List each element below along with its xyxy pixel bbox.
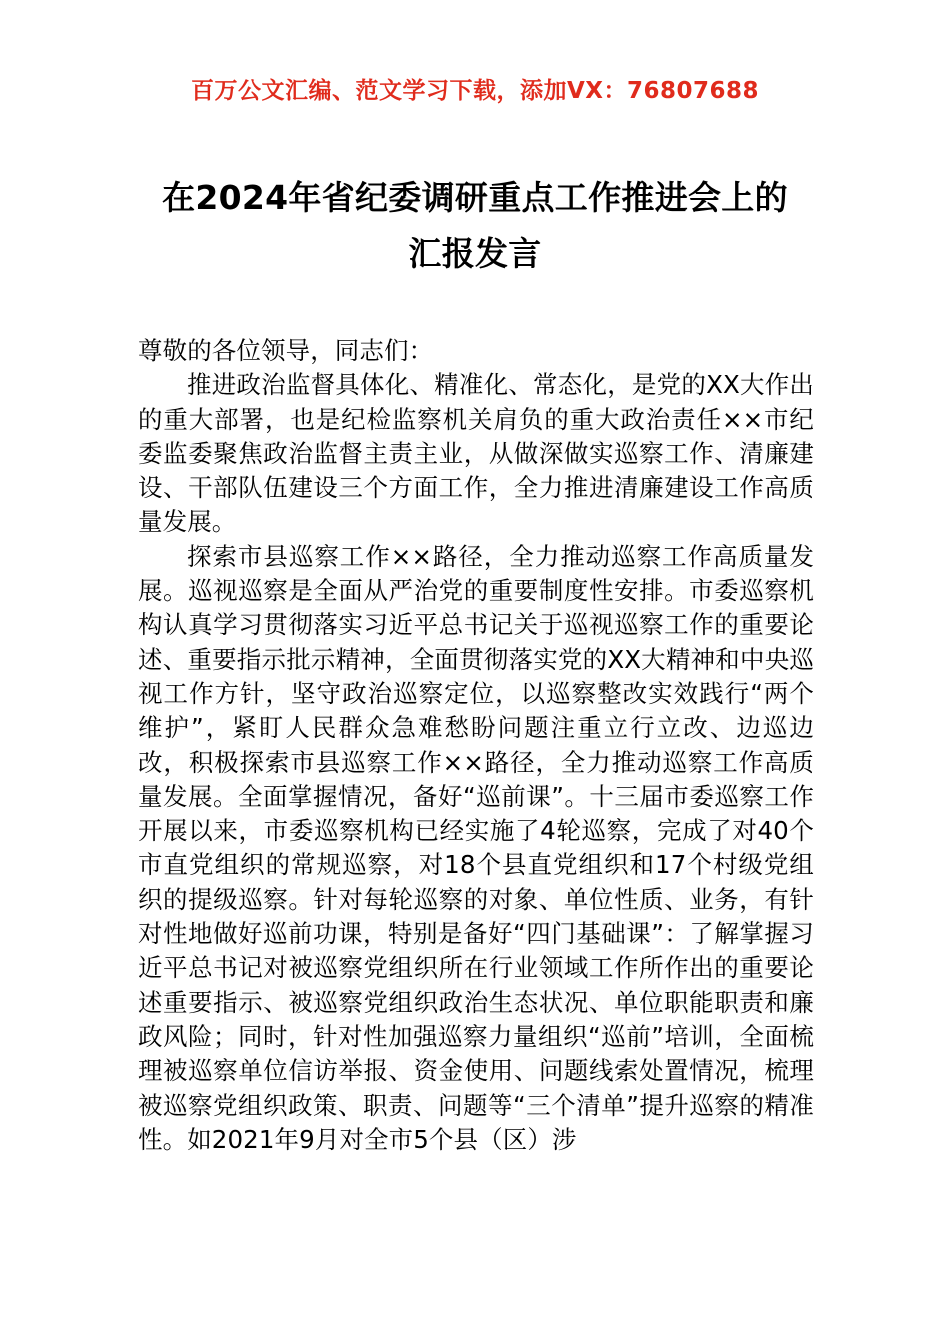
body-paragraph: 推进政治监督具体化、精准化、常态化，是党的XX大作出的重大部署，也是纪检监察机关肩负的重大政治责任××市纪委监委聚焦政治监督主责主业，从做深做实巡察工作、清廉建设、干部队伍建设三个方面工作，全力推进清廉建设工作高质量发展。 [138,370,814,537]
watermark-banner: 百万公文汇编、范文学习下载，添加VX：76807688 [190,78,760,104]
page-title-line-1: 在2024年省纪委调研重点工作推进会上的 [162,178,788,217]
salutation: 尊敬的各位领导，同志们： [138,336,434,365]
page-title-line-2: 汇报发言 [408,234,542,273]
page-title [138,170,812,282]
document-body [138,334,814,1157]
body-paragraph: 探索市县巡察工作××路径，全力推动巡察工作高质量发展。巡视巡察是全面从严治党的重要制度性安排。市委巡察机构认真学习贯彻落实习近平总书记关于巡视巡察工作的重要论述、重要指示批示精神，全面贯彻落实党的XX大精神和中央巡视工作方针，坚守政治巡察定位，以巡察整改实效践行“两个维护”，紧盯人民群众急难愁盼问题注重立行立改、边巡边改，积极探索市县巡察工作××路径，全力推动巡察工作高质量发展。全面掌握情况，备好“巡前课”。十三届市委巡察工作开展以来，市委巡察机构已经实施了4轮巡察，完成了对40个市直党组织的常规巡察，对18个县直党组织和17个村级党组织的提级巡察。针对每轮巡察的对象、单位性质、业务，有针对性地做好巡前功课，特别是备好“四门基础课”：了解掌握习近平总书记对被巡察党组织所在行业领域工作所作出的重要论述重要指示、被巡察党组织政治生态状况、单位职能职责和廉政风险；同时，针对性加强巡察力量组织“巡前”培训，全面梳理被巡察单位信访举报、资金使用、问题线索处置情况，梳理被巡察党组织政策、职责、问题等“三个清单”提升巡察的精准性。如2021年9月对全市5个县（区）涉 [138,541,814,1154]
